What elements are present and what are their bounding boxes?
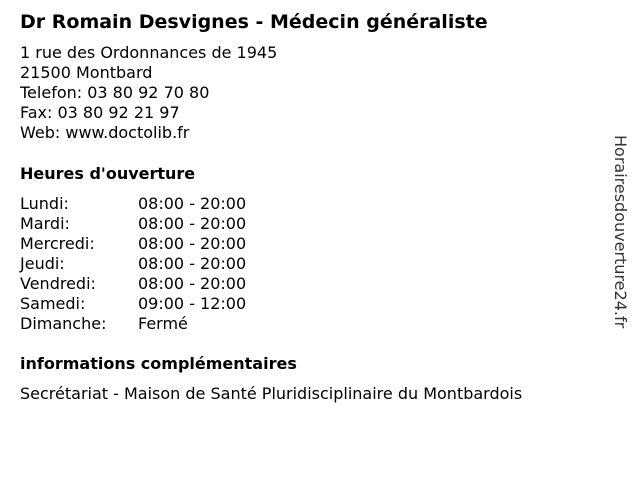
- fax-number: Fax: 03 80 92 21 97: [20, 103, 180, 122]
- hours-time: Fermé: [138, 314, 188, 333]
- address-line-2: 21500 Montbard: [20, 63, 153, 82]
- hours-time: 08:00 - 20:00: [138, 194, 247, 213]
- additional-info-text: Secrétariat - Maison de Santé Pluridisciplinaire du Montbardois: [20, 384, 523, 403]
- hours-day: Samedi:: [20, 294, 86, 313]
- hours-time: 08:00 - 20:00: [138, 254, 247, 273]
- hours-row-dimanche: [20, 314, 246, 334]
- hours-time: 08:00 - 20:00: [138, 274, 247, 293]
- site-brand-label: Horairesdouverture24.fr: [611, 135, 630, 329]
- website-link[interactable]: Web: www.doctolib.fr: [20, 123, 190, 142]
- hours-day: Dimanche:: [20, 314, 107, 333]
- hours-day: Jeudi:: [20, 254, 65, 273]
- hours-time: 08:00 - 20:00: [138, 234, 247, 253]
- contact-block: [20, 43, 277, 143]
- address-line-1: 1 rue des Ordonnances de 1945: [20, 43, 278, 62]
- hours-time: 09:00 - 12:00: [138, 294, 247, 313]
- hours-row-mercredi: [20, 234, 246, 254]
- phone-number[interactable]: Telefon: 03 80 92 70 80: [20, 83, 210, 102]
- opening-hours-table: [20, 194, 246, 334]
- hours-row-jeudi: [20, 254, 246, 274]
- hours-row-mardi: [20, 214, 246, 234]
- hours-row-vendredi: [20, 274, 246, 294]
- hours-row-samedi: [20, 294, 246, 314]
- hours-day: Lundi:: [20, 194, 69, 213]
- opening-hours-heading: Heures d'ouverture: [20, 164, 196, 183]
- hours-row-lundi: [20, 194, 246, 214]
- hours-day: Mardi:: [20, 214, 70, 233]
- hours-day: Mercredi:: [20, 234, 95, 253]
- hours-day: Vendredi:: [20, 274, 96, 293]
- page-title: Dr Romain Desvignes - Médecin généraliste: [20, 11, 488, 33]
- additional-info-heading: informations complémentaires: [20, 354, 297, 373]
- hours-time: 08:00 - 20:00: [138, 214, 247, 233]
